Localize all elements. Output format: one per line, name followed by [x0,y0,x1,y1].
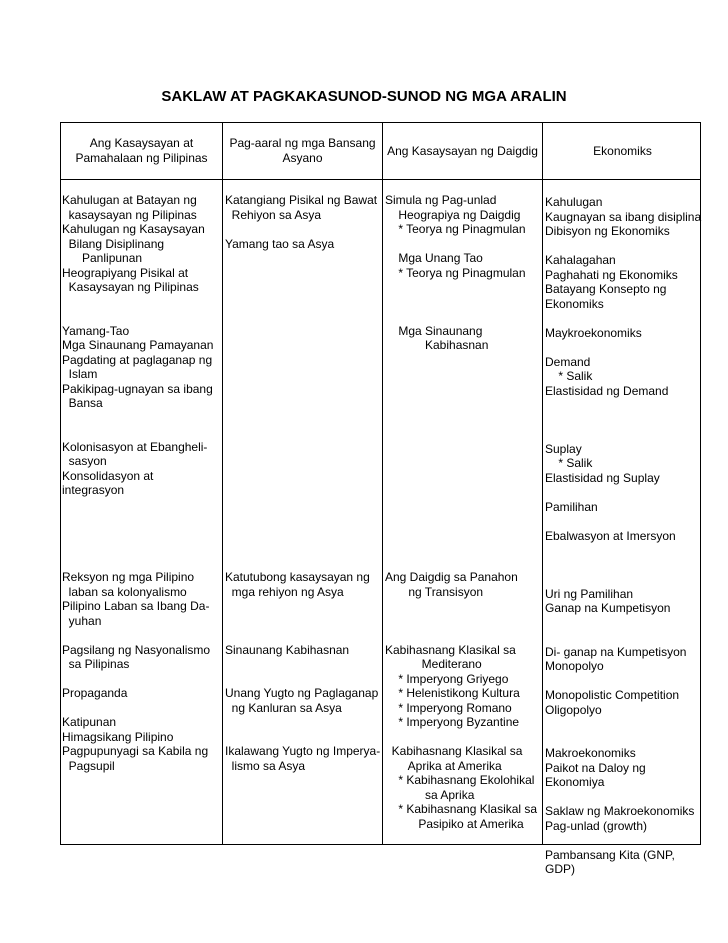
cell-line: Kolonisasyon at Ebangheli- [62,439,208,454]
cell-line [385,628,537,643]
cell-line: sa Aprika [385,787,475,802]
cell-line [62,541,213,556]
cell-line: Heograpiyang Pisikal at [62,265,189,280]
cell-line [225,556,380,571]
cell-line: Elastisidad ng Demand [545,383,669,398]
cell-line: integrasyon [62,483,125,497]
cell-line: Bilang Disiplinang [62,236,165,251]
cell-line: Pagsilang ng Nasyonalismo [62,642,211,657]
cell-line: Pilipino Laban sa Ibang Da- [62,599,210,613]
cell-line [225,483,380,498]
cell-line [225,614,380,629]
cell-line [225,353,380,368]
cell-line: Ebalwasyon at Imersyon [545,528,676,543]
cell-line: * Teorya ng Pinagmulan [385,222,526,236]
cell-line [225,266,380,281]
cell-line: Kahalagahan [545,253,616,267]
cell-line: Aprika at Amerika [385,758,502,773]
cell-line: Ekonomiks [545,296,604,311]
cell-line [385,237,537,252]
cell-line: Suplay [545,441,582,456]
cell-line [385,411,537,426]
cell-line: Saklaw ng Makroekonomiks [545,804,695,818]
cell-line: sasyon [62,454,107,468]
cell-line: Oligopolyo [545,702,602,717]
cell-line [545,833,701,848]
cell-line [225,425,380,440]
cell-line: Pasipiko at Amerika [385,816,524,831]
cell-line: Unang Yugto ng Paglaganap [225,686,379,700]
cell-line [225,295,380,310]
cell-line [62,556,213,571]
cell-line: Ang Daigdig sa Panahon [385,570,518,584]
cell-line: Makroekonomiks [545,746,636,760]
header-ekonomiks: Ekonomiks [593,143,652,158]
cell-line [225,324,380,339]
cell-line: Pagdating at paglaganap ng [62,352,213,367]
cell-line [385,280,537,295]
cell-line: Reksyon ng mga Pilipino [62,570,195,584]
cell-line: laban sa kolonyalismo [62,584,187,599]
cell-line [225,411,380,426]
cell-line: Katipunan [62,715,117,729]
cell-line [385,483,537,498]
cell-line: Ikalawang Yugto ng Imperya- [225,744,381,758]
cell-line: Kaugnayan sa ibang disiplina [545,209,702,224]
cell-line: Kahulugan ng Kasaysayan [62,222,205,236]
cell-line: Mga Sinaunang Pamayanan [62,338,214,352]
cell-line [225,730,380,745]
cell-line [385,541,537,556]
cell-line [225,367,380,382]
cell-line [62,498,213,513]
cell-line: Kahulugan at Batayan ng [62,193,197,207]
cell-line: Yamang tao sa Asya [225,236,335,251]
cell-line [225,222,380,237]
cell-line [385,599,537,614]
cell-line [62,628,213,643]
cell-line: * Imperyong Romano [385,700,512,715]
cell-line: Ekonomiya [545,775,605,789]
cell-line [545,543,701,558]
cell-line: Simula ng Pag-unlad [385,193,497,207]
cell-line: Pagsupil [62,758,115,773]
column-kasaysayan-pilipinas [62,193,213,773]
cell-line [545,485,701,500]
cell-line [545,616,701,631]
cell-line [225,338,380,353]
cell-line [385,295,537,310]
cell-line [545,340,701,355]
cell-line [385,425,537,440]
cell-line [62,527,213,542]
cell-line [225,440,380,455]
cell-line: Kahulugan [545,195,603,209]
cell-line [385,498,537,513]
cell-line [545,674,701,689]
cell-line: * Imperyong Griyego [385,671,509,686]
cell-line [225,628,380,643]
cell-line: Batayang Konsepto ng [545,282,667,296]
cell-line [225,599,380,614]
cell-line: GDP) [545,862,575,876]
cell-line: * Salik [545,369,593,383]
cell-line [225,454,380,469]
column-kasaysayan-daigdig [385,193,537,831]
cell-line: sa Pilipinas [62,657,130,671]
cell-line [545,514,701,529]
cell-line [225,469,380,484]
cell-line [385,396,537,411]
header-bansang-asyano: Pag-aaral ng mga Bansang Asyano [229,136,376,165]
cell-line: * Helenistikong Kultura [385,686,520,700]
cell-line: Mediterano [385,657,482,671]
cell-line [545,630,701,645]
cell-line [225,396,380,411]
column-divider [382,123,383,844]
cell-line: Monopolistic Competition [545,688,680,702]
cell-line: Konsolidasyon at [62,468,154,483]
cell-line: Mga Unang Tao [385,251,483,265]
cell-line: Panlipunan [62,251,143,265]
cell-line [385,309,537,324]
column-divider [542,123,543,844]
cell-line: Katangiang Pisikal ng Bawat [225,193,378,207]
cell-line [385,730,537,745]
cell-line [225,541,380,556]
cell-line [385,527,537,542]
cell-line [545,413,701,428]
cell-line [225,251,380,266]
curriculum-table [60,122,702,876]
cell-line [62,411,213,426]
cell-line: * Imperyong Byzantine [385,715,520,729]
cell-line: Paikot na Daloy ng [545,760,646,775]
cell-line: Bansa [62,396,103,410]
cell-line [225,512,380,527]
cell-line [62,295,213,310]
cell-line: Ganap na Kumpetisyon [545,601,671,615]
cell-line: * Teorya ng Pinagmulan [385,265,526,280]
header-kasaysayan-daigdig: Ang Kasaysayan ng Daigdig [387,143,538,158]
document-title: SAKLAW AT PAGKAKASUNOD-SUNOD NG MGA ARALIN [161,88,567,105]
cell-line [62,512,213,527]
cell-line: lismo sa Asya [225,758,306,773]
cell-line [62,701,213,716]
cell-line [62,672,213,687]
cell-line [225,498,380,513]
cell-line: Pambansang Kita (GNP, [545,847,675,862]
cell-line: * Kabihasnang Ekolohikal [385,773,535,787]
cell-line: Demand [545,354,591,369]
header-divider [61,179,700,180]
cell-line [545,239,701,254]
cell-line [225,280,380,295]
cell-line [385,382,537,397]
cell-line [545,790,701,805]
cell-line [225,672,380,687]
cell-line: Kabihasnan [385,338,489,352]
cell-line [545,572,701,587]
cell-line [225,382,380,397]
cell-line: * Salik [545,456,593,470]
cell-line [225,309,380,324]
cell-line [385,614,537,629]
cell-line: Rehiyon sa Asya [225,207,322,222]
cell-line: * Kabihasnang Klasikal sa [385,802,538,816]
cell-line [225,715,380,730]
cell-line: Propaganda [62,686,128,700]
cell-line [385,512,537,527]
header-kasaysayan-pilipinas: Ang Kasaysayan at Pamahalaan ng Pilipinas [75,136,208,165]
cell-line [385,367,537,382]
cell-line [62,425,213,440]
cell-line [62,309,213,324]
cell-line: Islam [62,367,98,381]
cell-line [385,454,537,469]
cell-line: Pamilihan [545,499,598,514]
cell-line: Pakikipag-ugnayan sa ibang [62,381,213,396]
cell-line [545,558,701,573]
cell-line: Kabihasnang Klasikal sa [385,744,523,758]
column-ekonomiks [545,195,701,877]
column-bansang-asyano [225,193,380,773]
cell-line: Elastisidad ng Suplay [545,470,660,485]
cell-line: Di- ganap na Kumpetisyon [545,644,687,659]
cell-line [385,440,537,455]
cell-line [385,353,537,368]
cell-line: ng Kanluran sa Asya [225,700,342,715]
cell-line: Mga Sinaunang [385,323,483,338]
cell-line: Yamang-Tao [62,323,130,338]
cell-line [545,732,701,747]
cell-line [385,556,537,571]
cell-line: mga rehiyon ng Asya [225,584,344,599]
cell-line [545,398,701,413]
cell-line: Monopolyo [545,659,604,673]
cell-line: Pagpupunyagi sa Kabila ng [62,744,209,758]
cell-line [545,311,701,326]
cell-line: Maykroekonomiks [545,325,642,340]
cell-line: Pag-unlad (growth) [545,818,648,833]
cell-line: Kabihasnang Klasikal sa [385,642,516,657]
cell-line: ng Transisyon [385,584,484,599]
cell-line: Heograpiya ng Daigdig [385,207,521,222]
column-divider [222,123,223,844]
cell-line [385,469,537,484]
cell-line: Paghahati ng Ekonomiks [545,267,678,282]
cell-line: yuhan [62,613,102,628]
cell-line [225,657,380,672]
cell-line [545,427,701,442]
cell-line: Kasaysayan ng Pilipinas [62,280,199,294]
cell-line: kasaysayan ng Pilipinas [62,207,197,222]
cell-line: Sinaunang Kabihasnan [225,642,350,657]
cell-line [225,527,380,542]
cell-line: Dibisyon ng Ekonomiks [545,224,670,238]
cell-line [545,717,701,732]
cell-line: Uri ng Pamilihan [545,586,634,601]
cell-line: Himagsikang Pilipino [62,729,174,744]
cell-line: Katutubong kasaysayan ng [225,570,370,584]
